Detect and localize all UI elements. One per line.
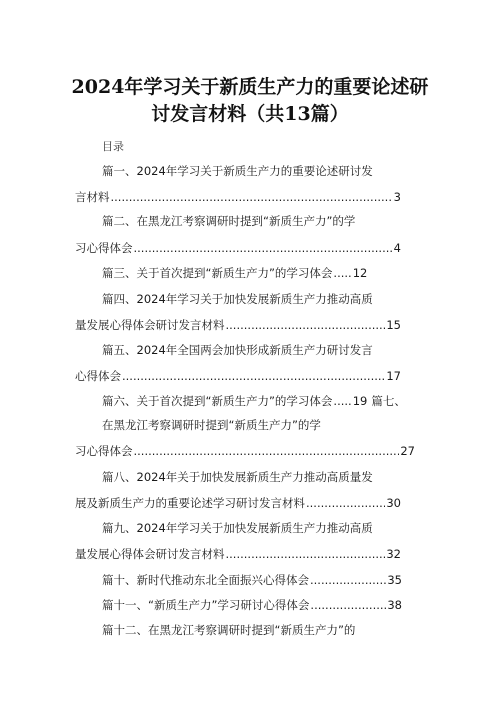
- toc-page-number: 12: [352, 266, 368, 280]
- toc-entry-text: 篇十、新时代推动东北全面振兴心得体会: [102, 573, 309, 587]
- toc-entry-text: 篇三、关于首次提到“新质生产力”的学习体会: [102, 266, 333, 280]
- toc-entry-9-line-2: [75, 546, 401, 562]
- page-title-line-1: 2024年学习关于新质生产力的重要论述研: [71, 76, 429, 98]
- toc-entry-4-line-2: [75, 317, 401, 333]
- toc-page-number: 3: [393, 190, 401, 204]
- toc-page-number: 30: [386, 496, 401, 510]
- toc-entry-text: 习心得体会: [75, 444, 133, 458]
- toc-entry-1-line-1: [102, 163, 373, 179]
- toc-entry-7-prefix: 篇七、: [371, 394, 406, 408]
- dot-leader: [310, 598, 386, 612]
- toc-entry-12-line-1: [102, 622, 355, 638]
- toc-page-number: 35: [387, 573, 402, 587]
- toc-entry-5-line-1: [102, 342, 373, 358]
- toc-entry-8-line-1: [102, 469, 373, 485]
- toc-entry-text: 展及新质生产力的重要论述学习研讨发言材料: [75, 496, 305, 510]
- toc-entry-text: 篇八、2024年关于加快发展新质生产力推动高质量发: [102, 470, 373, 484]
- toc-page-number: 27: [400, 444, 415, 458]
- dot-leader: [306, 496, 385, 510]
- toc-entry-7-line-1: [102, 417, 321, 433]
- toc-entry-4-line-1: [102, 291, 373, 307]
- toc-entry-text: 篇四、2024年学习关于加快发展新质生产力推动高质: [102, 292, 373, 306]
- dot-leader: [122, 369, 385, 383]
- toc-entry-3: [102, 265, 367, 281]
- dot-leader: [310, 573, 386, 587]
- toc-entry-2-line-1: [102, 213, 355, 229]
- toc-label: 目录: [102, 140, 124, 153]
- toc-entry-text: 篇十二、在黑龙江考察调研时提到“新质生产力”的: [102, 623, 356, 637]
- toc-page-number: 19: [352, 394, 368, 408]
- dot-leader: [134, 444, 400, 458]
- dot-leader: [134, 241, 393, 255]
- toc-entry-text: 篇九、2024年学习关于加快发展新质生产力推动高质: [102, 521, 373, 535]
- toc-entry-9-line-1: [102, 520, 373, 536]
- dot-leader: [333, 266, 351, 280]
- toc-page-number: 38: [387, 598, 402, 612]
- toc-page-number: 15: [386, 318, 401, 332]
- dot-leader: [333, 394, 351, 408]
- toc-entry-text: 言材料: [75, 190, 110, 204]
- toc-page-number: 32: [386, 547, 401, 561]
- toc-entry-text: 篇十一、“新质生产力”学习研讨心得体会: [102, 598, 310, 612]
- toc-entry-10: [102, 572, 402, 588]
- toc-entry-text: 量发展心得体会研讨发言材料: [75, 547, 225, 561]
- toc-entry-text: 量发展心得体会研讨发言材料: [75, 318, 225, 332]
- toc-entry-11: [102, 597, 402, 613]
- toc-entry-text: 心得体会: [75, 369, 121, 383]
- toc-entry-text: 习心得体会: [75, 241, 133, 255]
- toc-entry-2-line-2: [75, 240, 401, 256]
- toc-entry-text: 篇五、2024年全国两会加快形成新质生产力研讨发言: [102, 343, 373, 357]
- dot-leader: [111, 190, 393, 204]
- toc-entry-text: 篇一、2024年学习关于新质生产力的重要论述研讨发: [102, 164, 373, 178]
- toc-page-number: 4: [393, 241, 401, 255]
- toc-entry-7-line-2: [75, 443, 415, 459]
- toc-page-number: 17: [386, 369, 401, 383]
- dot-leader: [226, 318, 386, 332]
- dot-leader: [226, 547, 386, 561]
- toc-entry-text: 篇六、关于首次提到“新质生产力”的学习体会: [102, 394, 333, 408]
- toc-entry-1-line-2: [75, 189, 401, 205]
- toc-entry-text: 篇二、在黑龙江考察调研时提到“新质生产力”的学: [102, 214, 356, 228]
- toc-entry-5-line-2: [75, 368, 401, 384]
- toc-entry-text: 在黑龙江考察调研时提到“新质生产力”的学: [102, 418, 321, 432]
- toc-entry-8-line-2: [75, 495, 401, 511]
- page-title-line-2: 讨发言材料（共13篇）: [151, 103, 349, 125]
- toc-entry-6: [102, 393, 406, 409]
